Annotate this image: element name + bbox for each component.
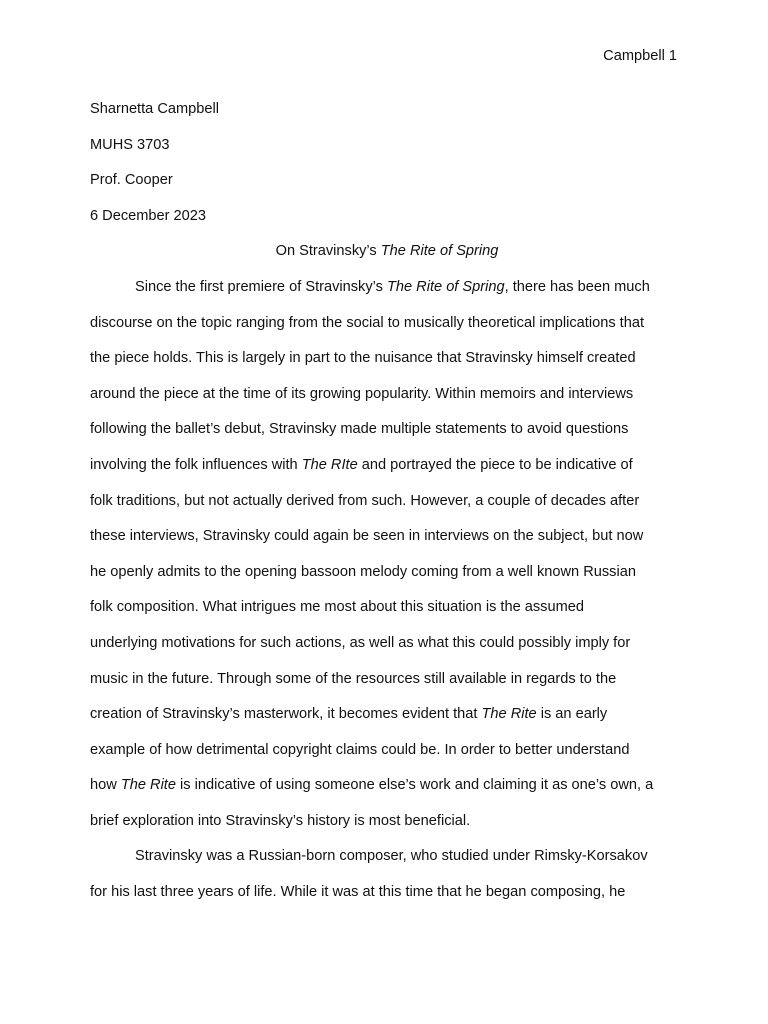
paragraph-2 bbox=[90, 839, 684, 910]
paragraph-line: folk composition. What intrigues me most about this situation is the assumed bbox=[90, 599, 584, 616]
text-run: , there has been much bbox=[504, 278, 650, 295]
paragraph-1 bbox=[90, 270, 684, 840]
author-name: Sharnetta Campbell bbox=[90, 101, 219, 117]
title-prefix: On Stravinsky’s bbox=[275, 243, 381, 260]
paragraph-line: music in the future. Through some of the resources still available in regards to the bbox=[90, 670, 617, 687]
italic-title: The Rite of Spring bbox=[386, 278, 505, 295]
paragraph-line: folk traditions, but not actually derived from such. However, a couple of decades after bbox=[90, 492, 640, 509]
paragraph-line: following the ballet’s debut, Stravinsky made multiple statements to avoid questions bbox=[90, 421, 629, 438]
paragraph-line bbox=[90, 270, 684, 306]
title-italic: The Rite of Spring bbox=[380, 243, 499, 260]
paragraph-line: brief exploration into Stravinsky’s history is most beneficial. bbox=[90, 812, 471, 829]
text-run: how bbox=[90, 777, 121, 794]
running-head: Campbell 1 bbox=[603, 48, 677, 64]
text-run: is indicative of using someone else’s work and claiming it as one’s own, a bbox=[175, 777, 654, 794]
italic-title: The RIte bbox=[301, 456, 358, 473]
paragraph-line: around the piece at the time of its growing popularity. Within memoirs and interviews bbox=[90, 385, 634, 402]
paragraph-line: example of how detrimental copyright claims could be. In order to better understand bbox=[90, 741, 630, 758]
document-date: 6 December 2023 bbox=[90, 207, 207, 224]
document-title bbox=[90, 234, 684, 270]
paragraph-line bbox=[90, 768, 684, 804]
paragraph-line: the piece holds. This is largely in part to the nuisance that Stravinsky himself created bbox=[90, 350, 636, 367]
text-run: creation of Stravinsky’s masterwork, it becomes evident that bbox=[90, 706, 482, 723]
course-code: MUHS 3703 bbox=[90, 136, 170, 153]
text-run: is an early bbox=[536, 706, 608, 723]
paragraph-line bbox=[90, 697, 684, 733]
paragraph-line bbox=[90, 448, 684, 484]
paragraph-line: he openly admits to the opening bassoon melody coming from a well known Russian bbox=[90, 563, 636, 580]
paragraph-line: discourse on the topic ranging from the social to musically theoretical implications that bbox=[90, 314, 645, 331]
paragraph-line: these interviews, Stravinsky could again be seen in interviews on the subject, but now bbox=[90, 528, 644, 545]
italic-title: The Rite bbox=[481, 706, 537, 723]
paragraph-line: underlying motivations for such actions, as well as what this could possibly imply for bbox=[90, 634, 631, 651]
text-run: involving the folk influences with bbox=[90, 456, 302, 473]
text-run: Since the first premiere of Stravinsky’s bbox=[135, 278, 387, 295]
paragraph-line: Stravinsky was a Russian-born composer, who studied under Rimsky-Korsakov bbox=[135, 848, 648, 865]
italic-title: The Rite bbox=[120, 777, 176, 794]
body-text bbox=[90, 92, 684, 911]
instructor-name: Prof. Cooper bbox=[90, 172, 173, 189]
text-run: and portrayed the piece to be indicative of bbox=[357, 456, 633, 473]
paragraph-line: for his last three years of life. While it was at this time that he began composing, he bbox=[90, 884, 626, 901]
